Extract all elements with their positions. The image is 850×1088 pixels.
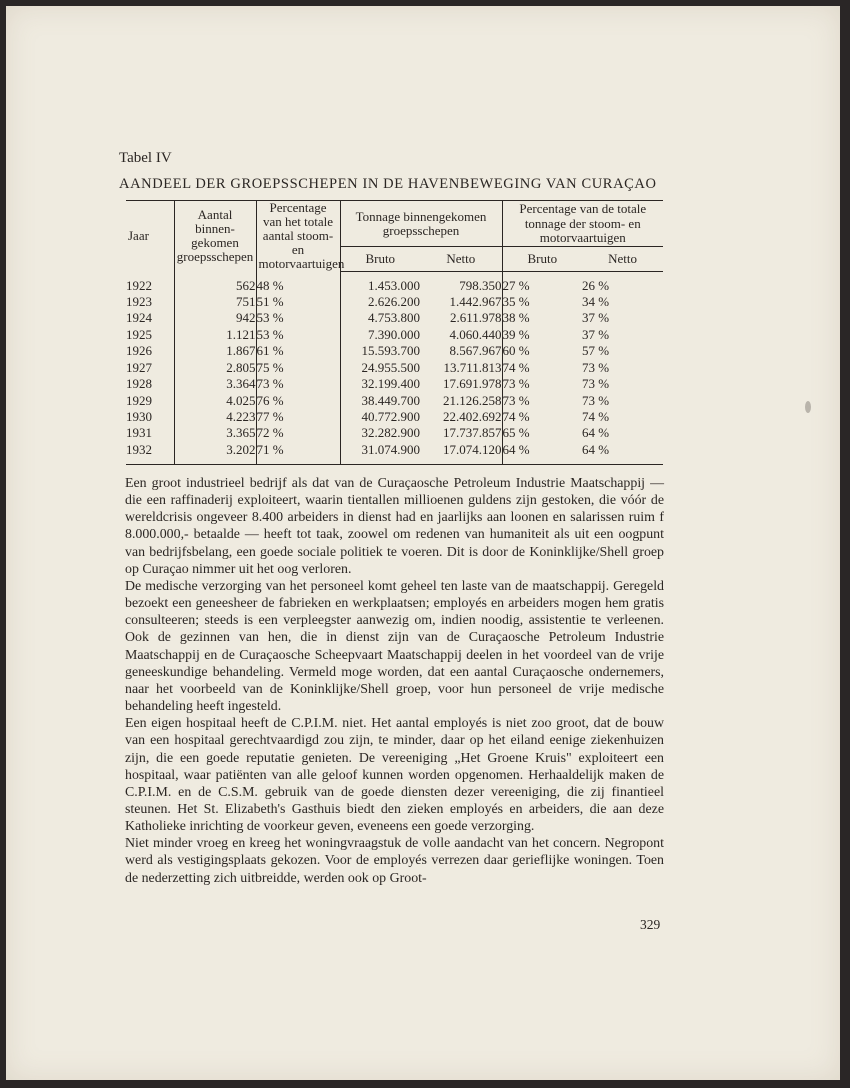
table-title: AANDEEL DER GROEPSSCHEPEN IN DE HAVENBEWEGING VAN CURAÇAO bbox=[119, 176, 657, 192]
paragraph: Niet minder vroeg en kreeg het woningvraagstuk de volle aandacht van het concern. Negropont werd als vestigingsplaats gekozen. Voor de employés verrezen daar gerieflijke woningen. Toen de nederzetting zich uitbreidde, werden ook op Groot- bbox=[125, 836, 664, 886]
cell-jaar: 1923 bbox=[126, 294, 152, 310]
cell-tonnage-bruto: 40.772.900 bbox=[361, 408, 420, 424]
cell-aantal: 4.025 bbox=[174, 393, 256, 409]
cell-tonnage-bruto: 32.199.400 bbox=[361, 376, 420, 392]
table-row bbox=[126, 376, 663, 392]
cell-tonnage-netto: 2.611.978 bbox=[420, 310, 502, 326]
cell-tonnage-bruto: 38.449.700 bbox=[361, 392, 420, 408]
cell-percentage-netto: 26 % bbox=[582, 277, 610, 293]
cell-percentage-aantal: 72 % bbox=[256, 425, 340, 441]
cell-aantal: 4.223 bbox=[174, 409, 256, 425]
cell-percentage-aantal: 71 % bbox=[256, 442, 340, 458]
book-page bbox=[6, 6, 840, 1080]
table-row bbox=[126, 425, 663, 441]
table-body bbox=[126, 271, 663, 464]
header-percentage-aantal: Percentage van het totale aantal stoom- en motorvaartuigen bbox=[256, 201, 340, 272]
table-row bbox=[126, 310, 663, 326]
cell-jaar: 1932 bbox=[126, 441, 152, 457]
cell-tonnage-bruto: 7.390.000 bbox=[368, 326, 420, 342]
table-row bbox=[126, 343, 663, 359]
header-percentage-bruto: Bruto bbox=[502, 247, 582, 272]
cell-jaar: 1929 bbox=[126, 392, 152, 408]
table-row bbox=[126, 393, 663, 409]
cell-aantal: 1.867 bbox=[174, 343, 256, 359]
cell-percentage-bruto: 27 % bbox=[502, 277, 530, 293]
cell-jaar: 1930 bbox=[126, 408, 152, 424]
cell-tonnage-netto: 798.350 bbox=[420, 278, 502, 294]
cell-tonnage-bruto: 15.593.700 bbox=[361, 343, 420, 359]
cell-percentage-bruto: 65 % bbox=[502, 425, 530, 441]
cell-tonnage-netto: 4.060.440 bbox=[420, 327, 502, 343]
paper-blemish bbox=[805, 401, 811, 413]
cell-tonnage-netto: 17.691.978 bbox=[420, 376, 502, 392]
cell-percentage-netto: 73 % bbox=[582, 359, 610, 375]
cell-percentage-bruto: 39 % bbox=[502, 326, 530, 342]
cell-percentage-netto: 37 % bbox=[582, 326, 610, 342]
header-tonnage-netto: Netto bbox=[420, 247, 502, 272]
cell-tonnage-netto: 17.074.120 bbox=[420, 442, 502, 458]
table-row bbox=[126, 294, 663, 310]
cell-percentage-netto: 34 % bbox=[582, 294, 610, 310]
cell-aantal: 1.121 bbox=[174, 327, 256, 343]
paragraph: Een eigen hospitaal heeft de C.P.I.M. niet. Het aantal employés is niet zoo groot, dat de bouw van een hospitaal gerechtvaardigd zou zijn, te minder, daar op het eiland eenige ziekenhuizen zijn, die een goede reputatie genieten. De vereeniging „Het Groene Kruis" exploiteert een hospitaal, waar patiënten van alle geloof kunnen worden opgenomen. Herhaaldelijk maken de C.P.I.M. en de C.S.M. gebruik van de goede diensten dezer vereeniging, die zij finantieel steunen. Het St. Elizabeth's Gasthuis biedt den zieken employés en arbeiders, die aan deze Katholieke inrichting de voorkeur geven, eveneens een goede verzorging. bbox=[125, 716, 664, 835]
header-jaar: Jaar bbox=[126, 201, 174, 272]
cell-aantal: 562 bbox=[174, 278, 256, 294]
cell-aantal: 2.805 bbox=[174, 360, 256, 376]
cell-percentage-bruto: 73 % bbox=[502, 376, 530, 392]
header-percentage-netto: Netto bbox=[582, 247, 663, 272]
cell-tonnage-netto: 17.737.857 bbox=[420, 425, 502, 441]
cell-percentage-aantal: 48 % bbox=[256, 278, 340, 294]
table-row bbox=[126, 442, 663, 458]
page-number: 329 bbox=[640, 917, 661, 932]
cell-percentage-bruto: 64 % bbox=[502, 441, 530, 457]
cell-percentage-netto: 64 % bbox=[582, 425, 610, 441]
table-row bbox=[126, 360, 663, 376]
cell-percentage-netto: 64 % bbox=[582, 441, 610, 457]
cell-jaar: 1927 bbox=[126, 359, 152, 375]
header-tonnage-bruto: Bruto bbox=[340, 247, 420, 272]
cell-tonnage-netto: 1.442.967 bbox=[420, 294, 502, 310]
cell-percentage-netto: 74 % bbox=[582, 408, 610, 424]
cell-aantal: 3.202 bbox=[174, 442, 256, 458]
cell-tonnage-netto: 8.567.967 bbox=[420, 343, 502, 359]
body-text bbox=[125, 475, 664, 887]
cell-aantal: 751 bbox=[174, 294, 256, 310]
cell-tonnage-bruto: 2.626.200 bbox=[368, 294, 420, 310]
cell-tonnage-bruto: 32.282.900 bbox=[361, 425, 420, 441]
cell-jaar: 1928 bbox=[126, 376, 152, 392]
cell-percentage-bruto: 60 % bbox=[502, 343, 530, 359]
cell-percentage-bruto: 74 % bbox=[502, 359, 530, 375]
paragraph: De medische verzorging van het personeel komt geheel ten laste van de maatschappij. Geregeld bezoekt een geneesheer de fabrieken en werkplaatsen; employés en arbeiders mogen hem gratis consulteeren; steeds is een verpleegster aanwezig om, indien noodig, assistentie te verleenen. Ook de gezinnen van hen, die in dienst zijn van de Curaçaosche Petroleum Industrie Maatschappij en de Curaçaosche Scheepvaart Maatschappij deelen in het voordeel van de vrije geneeskundige behandeling. Vermeld moge worden, dat een aantal Curaçaosche ondernemers, naar het voorbeeld van de Koninklijke/Shell groep, voor hun personeel de vrije medische behandeling heeft ingesteld. bbox=[125, 578, 664, 715]
cell-jaar: 1925 bbox=[126, 326, 152, 342]
table-caption: Tabel IV bbox=[119, 150, 172, 166]
cell-percentage-aantal: 51 % bbox=[256, 294, 340, 310]
cell-tonnage-bruto: 24.955.500 bbox=[361, 359, 420, 375]
cell-percentage-aantal: 73 % bbox=[256, 376, 340, 392]
cell-aantal: 3.364 bbox=[174, 376, 256, 392]
cell-percentage-aantal: 53 % bbox=[256, 327, 340, 343]
cell-percentage-netto: 73 % bbox=[582, 376, 610, 392]
header-percentage-tonnage: Percentage van de totale tonnage der stoom- en motorvaartuigen bbox=[502, 201, 663, 247]
cell-tonnage-netto: 13.711.813 bbox=[420, 360, 502, 376]
cell-jaar: 1926 bbox=[126, 343, 152, 359]
cell-percentage-bruto: 35 % bbox=[502, 294, 530, 310]
cell-jaar: 1922 bbox=[126, 277, 152, 293]
cell-tonnage-bruto: 31.074.900 bbox=[361, 441, 420, 457]
cell-percentage-netto: 73 % bbox=[582, 392, 610, 408]
header-aantal: Aantal binnen-gekomen groepsschepen bbox=[174, 201, 256, 272]
cell-percentage-aantal: 53 % bbox=[256, 310, 340, 326]
table-row bbox=[126, 327, 663, 343]
harbour-statistics-table bbox=[126, 200, 663, 465]
table-row bbox=[126, 278, 663, 294]
cell-tonnage-bruto: 4.753.800 bbox=[368, 310, 420, 326]
cell-percentage-aantal: 77 % bbox=[256, 409, 340, 425]
cell-percentage-aantal: 75 % bbox=[256, 360, 340, 376]
cell-aantal: 3.365 bbox=[174, 425, 256, 441]
cell-percentage-bruto: 73 % bbox=[502, 392, 530, 408]
cell-percentage-bruto: 38 % bbox=[502, 310, 530, 326]
cell-tonnage-netto: 21.126.258 bbox=[420, 393, 502, 409]
cell-percentage-aantal: 61 % bbox=[256, 343, 340, 359]
cell-tonnage-netto: 22.402.692 bbox=[420, 409, 502, 425]
cell-jaar: 1924 bbox=[126, 310, 152, 326]
cell-percentage-netto: 57 % bbox=[582, 343, 610, 359]
paragraph: Een groot industrieel bedrijf als dat van de Curaçaosche Petroleum Industrie Maatschappij — die een raffinaderij exploiteert, waarin tientallen millioenen guldens zijn gestoken, die vóór de wereldcrisis ongeveer 8.400 arbeiders in dienst had en jaarlijks aan loonen en salarissen ruim f 8.000.000,- betaalde — heeft tot taak, zoowel om redenen van humaniteit als uit een oogpunt van bedrijfsbelang, een goede sociale politiek te voeren. Dit is door de Koninklijke/Shell groep op Curaçao nimmer uit het oog verloren. bbox=[125, 476, 664, 577]
cell-tonnage-bruto: 1.453.000 bbox=[368, 277, 420, 293]
cell-percentage-netto: 37 % bbox=[582, 310, 610, 326]
cell-percentage-bruto: 74 % bbox=[502, 408, 530, 424]
table-row bbox=[126, 409, 663, 425]
cell-aantal: 942 bbox=[174, 310, 256, 326]
header-tonnage: Tonnage binnengekomen groepsschepen bbox=[340, 201, 502, 247]
cell-percentage-aantal: 76 % bbox=[256, 393, 340, 409]
cell-jaar: 1931 bbox=[126, 425, 152, 441]
